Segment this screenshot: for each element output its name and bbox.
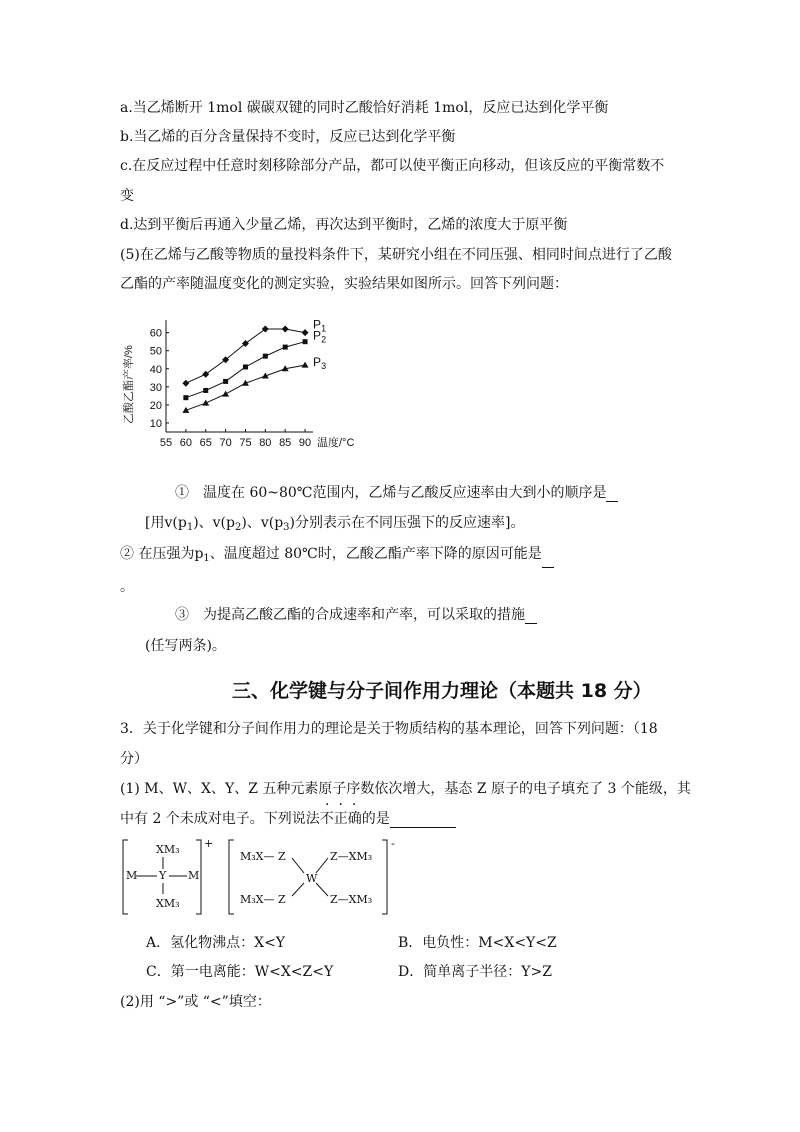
group-bottom: XM₃ (156, 897, 180, 910)
y-tick-label: 40 (149, 363, 162, 376)
emphasis-dots: ·​·​· (325, 797, 366, 813)
data-point-p1 (302, 329, 309, 336)
ligand-top-right: Z—XM₃ (330, 850, 373, 863)
option-a[interactable]: A．氢化物沸点：X<Y (146, 935, 286, 951)
x-tick-label: 60 (179, 437, 192, 449)
option-b[interactable]: B．电负性：M<X<Y<Z (398, 935, 557, 951)
question-5-line1: (5)在乙烯与乙酸等物质的量投料条件下，某研究小组在不同压强、相同时间点进行了乙酸 (120, 247, 672, 263)
cation-structure (120, 837, 214, 916)
statement-b: b.当乙烯的百分含量保持不变时，反应已达到化学平衡 (120, 129, 456, 145)
data-point-p1 (182, 380, 189, 387)
section-heading: 三、化学键与分子间作用力理论（本题共 18 分） (232, 680, 652, 702)
data-point-p1 (202, 371, 209, 378)
sub-question-3-note: (任写两条)。 (145, 638, 226, 654)
statement-c-line1: c.在反应过程中任意时刻移除部分产品，都可以使平衡正向移动，但该反应的平衡常数不 (120, 158, 665, 174)
data-point-p2 (303, 339, 308, 344)
x-tick-label: 75 (239, 437, 252, 449)
option-c[interactable]: C．第一电离能：W<X<Z<Y (146, 964, 334, 980)
question-3-part1-line2: 中有 2 个未成对电子。下列说法不正确的是 (120, 810, 456, 828)
sub-question-3: ③ 为提高乙酸乙酯的合成速率和产率，可以采取的措施 (175, 606, 537, 624)
atom-right: M (188, 869, 200, 882)
x-axis-label: 温度/°C (317, 437, 355, 449)
anion-structure (226, 838, 406, 916)
y-tick-label: 60 (149, 327, 162, 340)
series-label-subscript: 1 (321, 323, 327, 334)
x-tick-label: 80 (259, 437, 272, 449)
y-tick-label: 20 (149, 399, 162, 412)
group-top: XM₃ (156, 843, 180, 856)
sub-question-2: ② 在压强为$p_1$、温度超过 80℃时，乙酸乙酯产率下降的原因可能是 (120, 545, 554, 568)
series-label-subscript: 2 (321, 334, 327, 345)
sub-question-1: ① 温度在 60~80℃范围内，乙烯与乙酸反应速率由大到小的顺序是 (175, 484, 618, 502)
answer-blank-2[interactable] (542, 553, 554, 568)
data-point-p2 (203, 388, 208, 393)
series-label-p3: $P_3$ (313, 355, 327, 372)
question-3-line1: 3．关于化学键和分子间作用力的理论是关于物质结构的基本理论，回答下列问题：（18 (120, 721, 658, 737)
data-point-p3 (302, 362, 309, 368)
ligand-top-left: M₃X— Z (240, 850, 286, 863)
x-tick-label: 90 (298, 437, 312, 449)
x-tick-label: 85 (279, 437, 292, 449)
data-point-p2 (183, 395, 188, 400)
answer-blank-1[interactable] (606, 487, 618, 502)
y-tick-label: 10 (149, 417, 162, 430)
atom-w: W (306, 872, 318, 885)
x-tick-label: 55 (159, 437, 173, 449)
statement-d: d.达到平衡后再通入少量乙烯，再次达到平衡时，乙烯的浓度大于原平衡 (120, 217, 568, 233)
data-point-p2 (263, 354, 268, 359)
data-point-p1 (262, 326, 269, 333)
sub-question-2-end: 。 (120, 579, 134, 595)
answer-blank-q3-1[interactable] (390, 813, 456, 828)
data-point-p3 (202, 400, 209, 406)
data-point-p2 (283, 345, 288, 350)
atom-left: M (126, 869, 138, 882)
question-3-part2: (2)用 “>”或 “<”填空： (120, 994, 271, 1010)
charge-plus: + (204, 837, 214, 850)
series-label-subscript: 3 (321, 361, 327, 372)
statement-c-line2: 变 (120, 188, 134, 204)
series-label-p1: $P_1$ (313, 317, 327, 334)
question-3-line2: 分） (120, 751, 148, 767)
yield-temperature-chart (118, 312, 378, 462)
sub-question-1-note: [用$v(p_1)$、$v(p_2)$、$v(p_3)$分别表示在不同压强下的反应速率]。 (145, 515, 525, 533)
atom-center: Y (159, 869, 167, 882)
data-point-p2 (243, 364, 248, 369)
ligand-bottom-right: Z—XM₃ (330, 893, 373, 906)
answer-blank-3[interactable] (525, 609, 537, 624)
question-5-line2: 乙酯的产率随温度变化的测定实验，实验结果如图所示。回答下列问题： (120, 276, 568, 292)
data-point-p3 (222, 391, 229, 397)
y-axis-label: 乙酸乙酯产率/% (123, 345, 135, 424)
ligand-bottom-left: M₃X— Z (240, 893, 286, 906)
option-d[interactable]: D．简单离子半径：Y>Z (398, 964, 552, 980)
charge-minus: - (391, 837, 395, 850)
data-point-p2 (223, 379, 228, 384)
y-tick-label: 50 (149, 345, 162, 358)
data-point-p1 (282, 326, 289, 333)
statement-a: a.当乙烯断开 1mol 碳碳双键的同时乙酸恰好消耗 1mol，反应已达到化学平衡 (120, 100, 609, 116)
question-3-part1-line1: (1) M、W、X、Y、Z 五种元素原子序数依次增大，基态 Z 原子的电子填充了 3 个能级，其 (120, 781, 691, 797)
series-label-p2: $P_2$ (313, 328, 327, 345)
x-tick-label: 65 (199, 437, 212, 449)
x-tick-label: 70 (219, 437, 232, 449)
y-tick-label: 30 (149, 381, 162, 394)
